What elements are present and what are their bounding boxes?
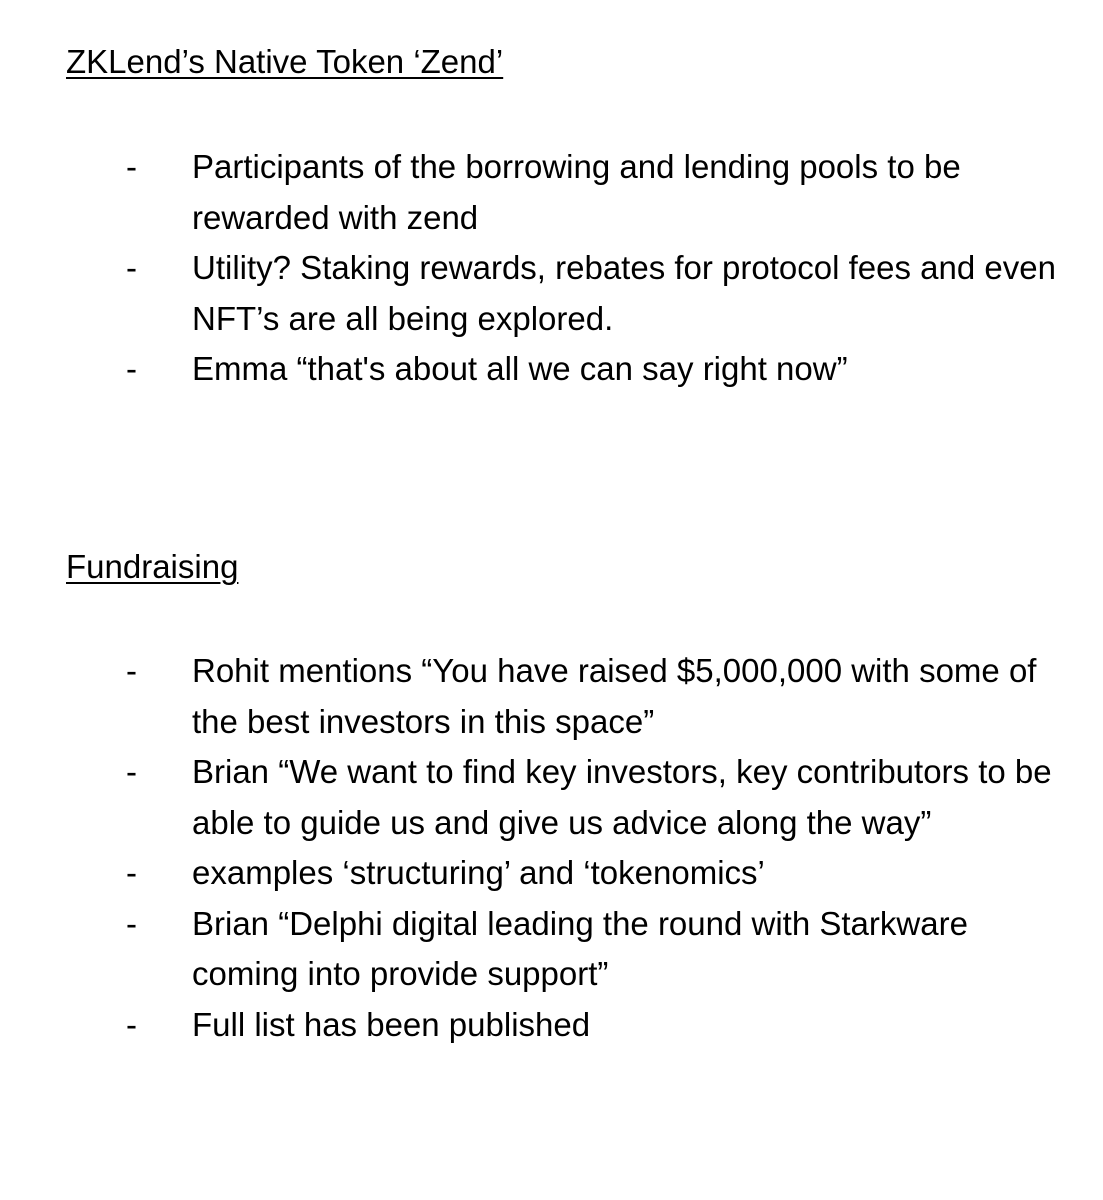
native-token-bullet-list — [0, 142, 1072, 395]
list-item — [0, 243, 1072, 344]
list-item-text: Full list has been published — [192, 1005, 591, 1043]
fundraising-bullet-list — [0, 646, 1072, 1050]
bullet-dash: - — [126, 148, 137, 185]
list-item-text: Brian “We want to find key investors, key contributors to be able to guide us and give us advice along the way” — [192, 753, 1052, 841]
bullet-dash: - — [126, 249, 137, 286]
list-item — [0, 1000, 1072, 1051]
list-item-text: Participants of the borrowing and lending pools to be rewarded with zend — [192, 148, 961, 236]
list-item — [0, 899, 1072, 1000]
bullet-dash: - — [126, 753, 137, 790]
list-item-text: Rohit mentions “You have raised $5,000,000 with some of the best investors in this space” — [192, 652, 1037, 740]
bullet-dash: - — [126, 350, 137, 387]
list-item-text: Utility? Staking rewards, rebates for protocol fees and even NFT’s are all being explored. — [192, 249, 1056, 337]
list-item-text: Brian “Delphi digital leading the round with Starkware coming into provide support” — [192, 904, 968, 992]
list-item — [0, 142, 1072, 243]
section-heading-fundraising: Fundraising — [66, 548, 239, 585]
list-item-text: Emma “that's about all we can say right now” — [192, 350, 848, 387]
list-item — [0, 747, 1072, 848]
bullet-dash: - — [126, 904, 137, 942]
list-item-text: examples ‘structuring’ and ‘tokenomics’ — [192, 854, 765, 891]
bullet-dash: - — [126, 854, 137, 891]
bullet-dash: - — [126, 1005, 137, 1043]
list-item — [0, 848, 1072, 899]
list-item — [0, 646, 1072, 747]
list-item — [0, 344, 1072, 395]
section-heading-native-token: ZKLend’s Native Token ‘Zend’ — [66, 43, 504, 80]
bullet-dash: - — [126, 652, 137, 689]
